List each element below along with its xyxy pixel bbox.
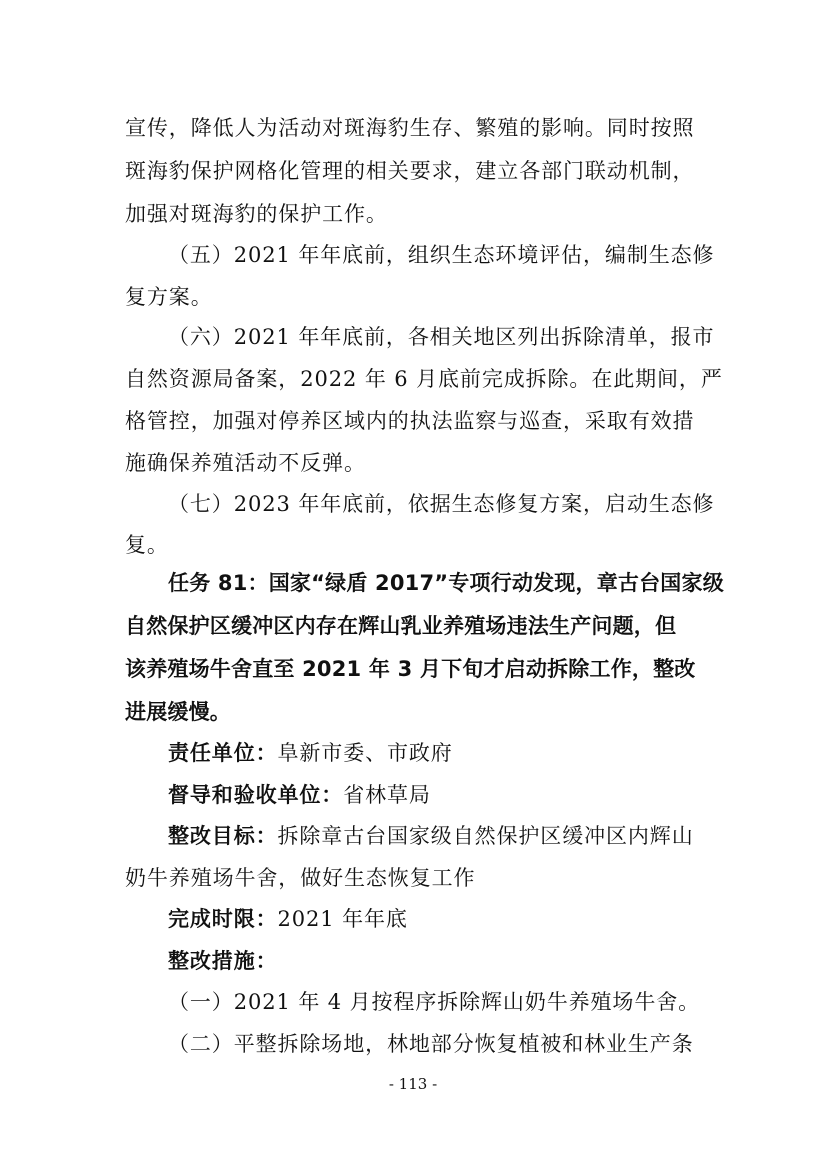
deadline-value: 2021 年年底 (277, 907, 408, 931)
task-heading-line: 任务 81：国家“绿盾 2017”专项行动发现，章古台国家级 (168, 571, 724, 595)
deadline-line (168, 904, 705, 934)
goal-continuation: 奶牛养殖场牛舍，做好生态恢复工作 (125, 866, 476, 890)
text-line: 斑海豹保护网格化管理的相关要求，建立各部门联动机制， (125, 159, 695, 183)
text-line: （六）2021 年年底前，各相关地区列出拆除清单，报市 (168, 325, 715, 349)
text-line: 复。 (125, 533, 169, 557)
measure-item: （二）平整拆除场地，林地部分恢复植被和林业生产条 (168, 1032, 694, 1056)
responsible-unit (168, 738, 705, 768)
supervise-unit (168, 780, 705, 810)
text-line: （七）2023 年年底前，依据生态修复方案，启动生态修 (168, 492, 715, 516)
goal-label: 整改目标： (168, 824, 278, 848)
goal-line (168, 821, 705, 851)
task-heading-line: 自然保护区缓冲区内存在辉山乳业养殖场违法生产问题，但 (125, 614, 677, 638)
text-line: （五）2021 年年底前，组织生态环境评估，编制生态修 (168, 243, 715, 267)
measures-label: 整改措施： (168, 949, 278, 973)
supervise-label: 督导和验收单位： (168, 783, 344, 807)
responsible-label: 责任单位： (168, 741, 278, 765)
goal-value: 拆除章古台国家级自然保护区缓冲区内辉山 (277, 824, 694, 848)
deadline-label: 完成时限： (168, 907, 278, 931)
task-heading-line: 进展缓慢。 (125, 700, 231, 724)
page-number: - 113 - (388, 1075, 438, 1093)
text-line: 格管控，加强对停养区域内的执法监察与巡查，采取有效措 (125, 409, 695, 433)
text-line: 复方案。 (125, 285, 213, 309)
text-line: 加强对斑海豹的保护工作。 (125, 202, 388, 226)
text-line: 宣传，降低人为活动对斑海豹生存、繁殖的影响。同时按照 (125, 116, 695, 140)
responsible-value: 阜新市委、市政府 (277, 741, 453, 765)
text-line: 施确保养殖活动不反弹。 (125, 451, 366, 475)
supervise-value: 省林草局 (343, 783, 431, 807)
text-line: 自然资源局备案，2022 年 6 月底前完成拆除。在此期间，严 (125, 367, 723, 391)
measure-item: （一）2021 年 4 月按程序拆除辉山奶牛养殖场牛舍。 (168, 990, 701, 1014)
task-heading-line: 该养殖场牛舍直至 2021 年 3 月下旬才启动拆除工作，整改 (125, 657, 696, 681)
